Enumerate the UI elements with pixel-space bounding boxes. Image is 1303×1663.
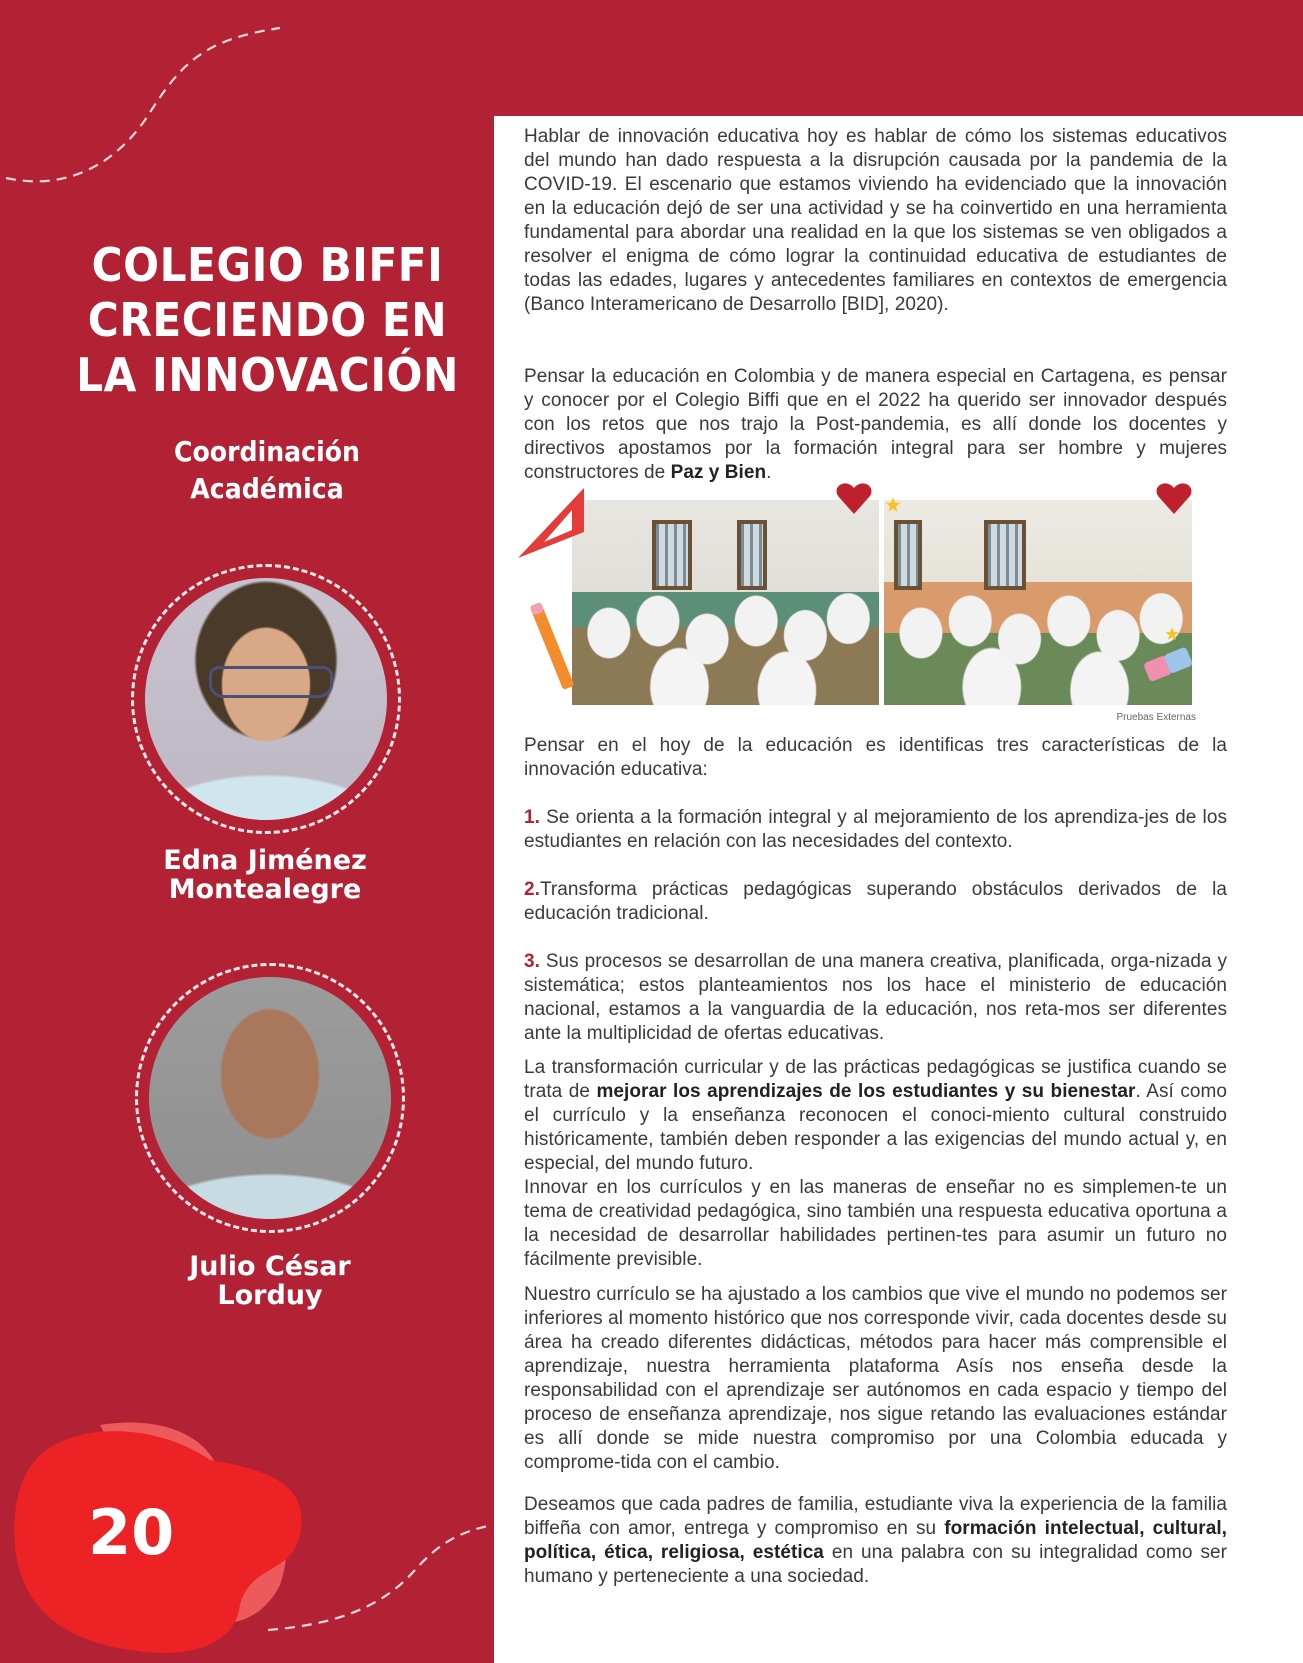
paragraph-text: . Así como el currículo y la enseñanza reconocen el conoci-miento cultural construido históricamente, también deben responder a las exigencias del mundo actual y, en especial, del mundo futuro. [524, 1081, 1227, 1174]
page-number: 20 [88, 1496, 175, 1569]
paragraph-emphasis: mejorar los aprendizajes de los estudiantes y su bienestar [596, 1081, 1136, 1102]
section-subtitle [81, 433, 454, 507]
paragraph-text: La transformación curricular y de las prácticas pedagógicas se justifica cuando se trata de [524, 1057, 1227, 1102]
list-number: 2. [524, 879, 540, 900]
article-paragraph [524, 1056, 1227, 1272]
author-portrait-julio [135, 963, 405, 1233]
author-name-julio [120, 1252, 420, 1310]
eraser-icon [1139, 644, 1199, 684]
article-paragraph: Hablar de innovación educativa hoy es hablar de cómo los sistemas educativos del mundo han dado respuesta a la disrupción causada por la pandemia de la COVID-19. El escenario que estamos viviendo ha evidenciado que la innovación en la educación dejó de ser una actividad y se ha coinvertido en una herramienta fundamental para abordar una realidad en la que los sistemas se ven obligados a resolver el enigma de cómo lograr la continuidad educativa de estudiantes de todas las edades, lugares y antecedentes familiares en contextos de emergencia (Banco Interamericano de Desarrollo [BID], 2020). [524, 126, 1227, 315]
article-paragraph: Pensar en el hoy de la educación es identificas tres características de la innovación educativa: [524, 735, 1227, 780]
set-square-icon [514, 486, 594, 566]
portrait-photo-woman [145, 578, 387, 820]
paragraph-text: Innovar en los currículos y en las maneras de enseñar no es simplemen-te un tema de creatividad pedagógica, sino también una respuesta educativa oportuna a la necesidad de desarrollar habilidades pertinen-tes para asumir un futuro no fácilmente previsible. [524, 1177, 1227, 1270]
pencil-icon [524, 601, 584, 701]
list-text: Se orienta a la formación integral y al mejoramiento de los aprendiza-jes de los estudiantes en relación con las necesidades del contexto. [524, 807, 1227, 852]
title-line: CRECIENDO EN [87, 293, 448, 347]
heart-icon [1154, 478, 1194, 518]
article-paragraph [524, 1493, 1227, 1589]
author-name-line: Edna Jiménez [163, 845, 367, 876]
subtitle-line: Coordinación [173, 435, 360, 468]
paragraph-text: en una palabra con su integralidad como ser humano y perteneciente a una sociedad. [524, 1542, 1227, 1587]
author-name-line: Montealegre [168, 874, 362, 905]
classroom-photo-1 [572, 500, 879, 705]
paragraph-text: Deseamos que cada padres de familia, estudiante viva la experiencia de la familia biffeña con amor, entrega y compromiso en su [524, 1494, 1227, 1539]
star-icon [1164, 626, 1180, 642]
list-item [524, 950, 1227, 1046]
star-icon [884, 496, 902, 514]
title-line: LA INNOVACIÓN [76, 348, 459, 402]
paragraph-text: . [766, 462, 772, 483]
article-panel [494, 116, 1303, 1663]
paragraph-emphasis: formación intelectual, cultural, política, ética, religiosa, estética [524, 1518, 1227, 1563]
subtitle-line: Académica [190, 472, 344, 505]
list-number: 1. [524, 807, 540, 828]
author-name-line: Julio César [189, 1251, 351, 1282]
portrait-photo-man [149, 977, 391, 1219]
author-name-line: Lorduy [217, 1280, 323, 1311]
heart-icon [834, 478, 874, 518]
paragraph-text: Pensar la educación en Colombia y de manera especial en Cartagena, es pensar y conocer por el Colegio Biffi que en el 2022 ha querido ser innovador después con los retos que nos trajo la Post-pandemia, es allí donde los docentes y directivos apostamos por la formación integral para ser hombre y mujeres constructores de [524, 366, 1227, 483]
article-paragraph: Nuestro currículo se ha ajustado a los cambios que vive el mundo no podemos ser inferiores al momento histórico que nos corresponde vivir, cada docentes desde su área ha creado diferentes didácticas, métodos para hacer más comprensible el aprendizaje, nuestra herramienta plataforma Asís nos enseña desde la responsabilidad con el aprendizaje ser autónomos en cada espacio y tiempo del proceso de enseñanza aprendizaje, nos sigue retando las evaluaciones estándar es allí donde se mide nuestra compromiso por una Colombia educada y comprome-tida con el cambio. [524, 1284, 1227, 1473]
list-number: 3. [524, 951, 540, 972]
list-item [524, 878, 1227, 926]
classroom-photo-collage [524, 486, 1224, 731]
article-paragraph [524, 365, 1227, 485]
photo-caption: Pruebas Externas [1116, 712, 1196, 723]
author-portrait-edna [131, 564, 401, 834]
list-text: Sus procesos se desarrollan de una manera creativa, planificada, orga-nizada y sistemática; estos planteamientos nos los hace el ministerio de educación nacional, estamos a la vanguardia de la educación, nos reta-mos ser diferentes ante la multiplicidad de ofertas educativas. [524, 951, 1227, 1044]
page-title [58, 238, 477, 403]
sidebar [0, 0, 494, 1663]
list-item [524, 806, 1227, 854]
paragraph-emphasis: Paz y Bien [670, 462, 767, 483]
title-line: COLEGIO BIFFI [91, 238, 444, 292]
author-name-edna [115, 846, 415, 904]
list-text: Transforma prácticas pedagógicas superando obstáculos derivados de la educación tradicional. [524, 879, 1227, 924]
